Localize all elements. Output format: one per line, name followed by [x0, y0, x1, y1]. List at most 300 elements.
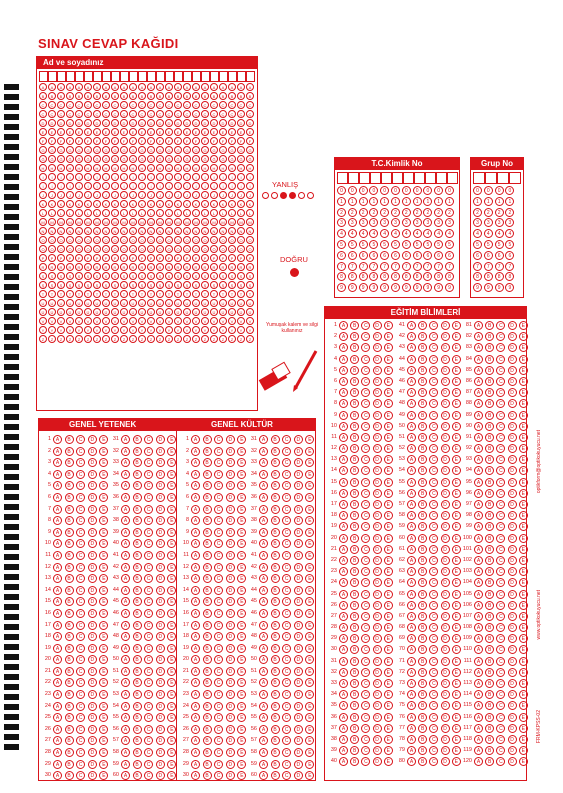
option-bubble[interactable]: D — [156, 563, 165, 572]
option-bubble[interactable]: B — [485, 321, 494, 330]
option-bubble[interactable]: C — [214, 435, 223, 444]
option-bubble[interactable]: E — [237, 551, 246, 560]
answer-bubble[interactable]: K — [66, 200, 74, 208]
answer-bubble[interactable]: N — [192, 227, 200, 235]
option-bubble[interactable]: B — [133, 481, 142, 490]
option-bubble[interactable]: D — [508, 623, 517, 632]
option-bubble[interactable]: E — [167, 736, 176, 745]
option-bubble[interactable]: B — [203, 435, 212, 444]
option-bubble[interactable]: D — [373, 679, 382, 688]
answer-bubble[interactable]: Ö — [147, 245, 155, 253]
option-bubble[interactable]: E — [519, 623, 528, 632]
option-bubble[interactable]: C — [282, 505, 291, 514]
option-bubble[interactable]: C — [144, 609, 153, 618]
option-bubble[interactable]: D — [294, 678, 303, 687]
option-bubble[interactable]: E — [519, 657, 528, 666]
answer-bubble[interactable]: Ğ — [192, 155, 200, 163]
option-bubble[interactable]: B — [350, 332, 359, 341]
answer-bubble[interactable]: V — [84, 317, 92, 325]
option-bubble[interactable]: B — [418, 601, 427, 610]
answer-bubble[interactable]: İ — [75, 182, 83, 190]
option-bubble[interactable]: C — [361, 545, 370, 554]
option-bubble[interactable]: D — [294, 702, 303, 711]
answer-bubble[interactable]: 2 — [337, 208, 346, 217]
option-bubble[interactable]: E — [384, 578, 393, 587]
answer-bubble[interactable]: S — [111, 272, 119, 280]
option-bubble[interactable]: D — [508, 511, 517, 520]
option-bubble[interactable]: C — [496, 567, 505, 576]
answer-bubble[interactable]: 6 — [337, 251, 346, 260]
answer-bubble[interactable]: B — [201, 92, 209, 100]
option-bubble[interactable]: C — [496, 444, 505, 453]
option-bubble[interactable]: B — [485, 601, 494, 610]
answer-bubble[interactable]: I — [120, 173, 128, 181]
answer-bubble[interactable]: Ü — [156, 308, 164, 316]
option-bubble[interactable]: C — [361, 623, 370, 632]
option-bubble[interactable]: D — [441, 388, 450, 397]
option-bubble[interactable]: E — [237, 574, 246, 583]
option-bubble[interactable]: E — [452, 601, 461, 610]
option-bubble[interactable]: C — [429, 321, 438, 330]
option-bubble[interactable]: D — [294, 551, 303, 560]
option-bubble[interactable]: A — [53, 655, 62, 664]
answer-bubble[interactable]: Ö — [102, 245, 110, 253]
answer-bubble[interactable]: Ü — [138, 308, 146, 316]
answer-bubble[interactable]: C — [84, 101, 92, 109]
option-bubble[interactable]: C — [76, 690, 85, 699]
option-bubble[interactable]: E — [167, 713, 176, 722]
option-bubble[interactable]: E — [452, 556, 461, 565]
option-bubble[interactable]: C — [282, 574, 291, 583]
answer-bubble[interactable]: R — [210, 263, 218, 271]
answer-bubble[interactable]: Z — [201, 335, 209, 343]
answer-bubble[interactable]: A — [84, 83, 92, 91]
option-bubble[interactable]: D — [156, 574, 165, 583]
option-bubble[interactable]: D — [373, 623, 382, 632]
answer-bubble[interactable]: S — [147, 272, 155, 280]
answer-bubble[interactable]: T — [138, 290, 146, 298]
option-bubble[interactable]: B — [350, 466, 359, 475]
answer-bubble[interactable]: Ö — [84, 245, 92, 253]
answer-bubble[interactable]: Z — [156, 335, 164, 343]
option-bubble[interactable]: B — [350, 623, 359, 632]
write-box[interactable] — [75, 71, 84, 82]
option-bubble[interactable]: A — [339, 623, 348, 632]
answer-bubble[interactable]: Ç — [84, 110, 92, 118]
option-bubble[interactable]: E — [237, 516, 246, 525]
option-bubble[interactable]: D — [508, 701, 517, 710]
option-bubble[interactable]: E — [167, 667, 176, 676]
option-bubble[interactable]: D — [294, 435, 303, 444]
option-bubble[interactable]: D — [294, 447, 303, 456]
option-bubble[interactable]: C — [496, 679, 505, 688]
answer-bubble[interactable]: K — [138, 200, 146, 208]
answer-bubble[interactable]: G — [183, 146, 191, 154]
option-bubble[interactable]: C — [429, 433, 438, 442]
write-box[interactable] — [425, 172, 436, 184]
answer-bubble[interactable]: 2 — [369, 208, 378, 217]
answer-bubble[interactable]: O — [147, 236, 155, 244]
option-bubble[interactable]: C — [496, 735, 505, 744]
answer-bubble[interactable]: B — [75, 92, 83, 100]
option-bubble[interactable]: B — [350, 746, 359, 755]
answer-bubble[interactable]: B — [84, 92, 92, 100]
answer-bubble[interactable]: 1 — [380, 197, 389, 206]
answer-bubble[interactable]: E — [75, 128, 83, 136]
answer-bubble[interactable]: 1 — [402, 197, 411, 206]
option-bubble[interactable]: E — [452, 668, 461, 677]
answer-bubble[interactable]: B — [246, 92, 254, 100]
answer-bubble[interactable]: S — [138, 272, 146, 280]
option-bubble[interactable]: B — [350, 668, 359, 677]
option-bubble[interactable]: E — [519, 321, 528, 330]
option-bubble[interactable]: B — [203, 760, 212, 769]
option-bubble[interactable]: B — [350, 701, 359, 710]
option-bubble[interactable]: E — [384, 500, 393, 509]
option-bubble[interactable]: B — [485, 735, 494, 744]
option-bubble[interactable]: C — [429, 343, 438, 352]
option-bubble[interactable]: E — [167, 725, 176, 734]
option-bubble[interactable]: B — [418, 567, 427, 576]
option-bubble[interactable]: D — [226, 551, 235, 560]
option-bubble[interactable]: D — [294, 505, 303, 514]
option-bubble[interactable]: B — [133, 690, 142, 699]
option-bubble[interactable]: B — [203, 609, 212, 618]
option-bubble[interactable]: C — [76, 447, 85, 456]
answer-bubble[interactable]: K — [48, 200, 56, 208]
answer-bubble[interactable]: D — [138, 119, 146, 127]
option-bubble[interactable]: C — [361, 411, 370, 420]
answer-bubble[interactable]: 9 — [413, 283, 422, 292]
option-bubble[interactable]: D — [294, 574, 303, 583]
answer-bubble[interactable]: A — [246, 83, 254, 91]
option-bubble[interactable]: E — [237, 667, 246, 676]
option-bubble[interactable]: A — [407, 713, 416, 722]
option-bubble[interactable]: D — [294, 621, 303, 630]
option-bubble[interactable]: E — [167, 771, 176, 780]
answer-bubble[interactable]: 7 — [413, 262, 422, 271]
answer-bubble[interactable]: F — [75, 137, 83, 145]
answer-bubble[interactable]: Ş — [48, 281, 56, 289]
answer-bubble[interactable]: P — [75, 254, 83, 262]
answer-bubble[interactable]: I — [192, 173, 200, 181]
option-bubble[interactable]: C — [429, 422, 438, 431]
option-bubble[interactable]: A — [259, 597, 268, 606]
option-bubble[interactable]: A — [474, 634, 483, 643]
option-bubble[interactable]: D — [226, 470, 235, 479]
option-bubble[interactable]: D — [441, 757, 450, 766]
answer-bubble[interactable]: 9 — [369, 283, 378, 292]
option-bubble[interactable]: B — [203, 736, 212, 745]
option-bubble[interactable]: E — [99, 748, 108, 757]
option-bubble[interactable]: D — [294, 713, 303, 722]
option-bubble[interactable]: B — [485, 701, 494, 710]
answer-bubble[interactable]: O — [174, 236, 182, 244]
option-bubble[interactable]: E — [384, 567, 393, 576]
option-bubble[interactable]: D — [373, 578, 382, 587]
option-bubble[interactable]: E — [167, 528, 176, 537]
option-bubble[interactable]: E — [384, 321, 393, 330]
answer-bubble[interactable]: A — [201, 83, 209, 91]
answer-bubble[interactable]: Ş — [66, 281, 74, 289]
option-bubble[interactable]: E — [305, 435, 314, 444]
option-bubble[interactable]: D — [294, 470, 303, 479]
option-bubble[interactable]: A — [53, 516, 62, 525]
option-bubble[interactable]: B — [485, 746, 494, 755]
option-bubble[interactable]: E — [99, 644, 108, 653]
answer-bubble[interactable]: U — [210, 299, 218, 307]
option-bubble[interactable]: C — [144, 690, 153, 699]
option-bubble[interactable]: A — [339, 612, 348, 621]
answer-bubble[interactable]: P — [201, 254, 209, 262]
answer-bubble[interactable]: 8 — [380, 272, 389, 281]
option-bubble[interactable]: D — [373, 657, 382, 666]
option-bubble[interactable]: D — [226, 505, 235, 514]
option-bubble[interactable]: B — [133, 621, 142, 630]
answer-bubble[interactable]: İ — [138, 182, 146, 190]
answer-bubble[interactable]: T — [39, 290, 47, 298]
option-bubble[interactable]: A — [339, 645, 348, 654]
answer-bubble[interactable]: H — [111, 164, 119, 172]
option-bubble[interactable]: D — [373, 444, 382, 453]
answer-bubble[interactable]: A — [228, 83, 236, 91]
option-bubble[interactable]: E — [384, 623, 393, 632]
answer-bubble[interactable]: P — [192, 254, 200, 262]
option-bubble[interactable]: C — [429, 455, 438, 464]
answer-bubble[interactable]: R — [129, 263, 137, 271]
answer-bubble[interactable]: V — [138, 317, 146, 325]
option-bubble[interactable]: E — [519, 455, 528, 464]
option-bubble[interactable]: A — [474, 377, 483, 386]
option-bubble[interactable]: E — [167, 493, 176, 502]
option-bubble[interactable]: D — [156, 458, 165, 467]
option-bubble[interactable]: A — [53, 713, 62, 722]
option-bubble[interactable]: E — [99, 609, 108, 618]
answer-bubble[interactable]: K — [93, 200, 101, 208]
answer-bubble[interactable]: Ş — [219, 281, 227, 289]
answer-bubble[interactable]: R — [48, 263, 56, 271]
option-bubble[interactable]: C — [76, 678, 85, 687]
answer-bubble[interactable]: 5 — [495, 240, 504, 249]
option-bubble[interactable]: A — [407, 724, 416, 733]
option-bubble[interactable]: A — [191, 632, 200, 641]
answer-bubble[interactable]: İ — [84, 182, 92, 190]
option-bubble[interactable]: A — [407, 399, 416, 408]
option-bubble[interactable]: C — [429, 444, 438, 453]
option-bubble[interactable]: B — [65, 435, 74, 444]
option-bubble[interactable]: C — [496, 701, 505, 710]
option-bubble[interactable]: A — [191, 551, 200, 560]
option-bubble[interactable]: E — [99, 586, 108, 595]
option-bubble[interactable]: A — [191, 678, 200, 687]
option-bubble[interactable]: A — [259, 574, 268, 583]
answer-bubble[interactable]: 7 — [495, 262, 504, 271]
answer-bubble[interactable]: R — [165, 263, 173, 271]
option-bubble[interactable]: D — [226, 621, 235, 630]
option-bubble[interactable]: A — [339, 444, 348, 453]
answer-bubble[interactable]: Y — [120, 326, 128, 334]
answer-bubble[interactable]: V — [147, 317, 155, 325]
option-bubble[interactable]: D — [226, 760, 235, 769]
option-bubble[interactable]: B — [350, 489, 359, 498]
option-bubble[interactable]: C — [144, 725, 153, 734]
option-bubble[interactable]: C — [429, 377, 438, 386]
option-bubble[interactable]: A — [407, 511, 416, 520]
answer-bubble[interactable]: 9 — [434, 283, 443, 292]
answer-bubble[interactable]: P — [228, 254, 236, 262]
option-bubble[interactable]: A — [407, 735, 416, 744]
option-bubble[interactable]: C — [496, 645, 505, 654]
option-bubble[interactable]: A — [474, 355, 483, 364]
option-bubble[interactable]: D — [441, 679, 450, 688]
option-bubble[interactable]: C — [361, 422, 370, 431]
answer-bubble[interactable]: Y — [138, 326, 146, 334]
option-bubble[interactable]: D — [373, 668, 382, 677]
option-bubble[interactable]: B — [418, 377, 427, 386]
answer-bubble[interactable]: Ş — [237, 281, 245, 289]
answer-bubble[interactable]: T — [201, 290, 209, 298]
option-bubble[interactable]: A — [407, 455, 416, 464]
option-bubble[interactable]: C — [361, 534, 370, 543]
answer-bubble[interactable]: O — [246, 236, 254, 244]
option-bubble[interactable]: D — [373, 522, 382, 531]
option-bubble[interactable]: C — [76, 586, 85, 595]
answer-bubble[interactable]: P — [102, 254, 110, 262]
option-bubble[interactable]: E — [519, 645, 528, 654]
answer-bubble[interactable]: N — [201, 227, 209, 235]
option-bubble[interactable]: B — [418, 556, 427, 565]
answer-bubble[interactable]: 5 — [380, 240, 389, 249]
option-bubble[interactable]: B — [271, 528, 280, 537]
option-bubble[interactable]: E — [452, 455, 461, 464]
answer-bubble[interactable]: 4 — [445, 229, 454, 238]
answer-bubble[interactable]: H — [183, 164, 191, 172]
answer-bubble[interactable]: U — [147, 299, 155, 307]
answer-bubble[interactable]: T — [156, 290, 164, 298]
option-bubble[interactable]: E — [519, 399, 528, 408]
option-bubble[interactable]: A — [191, 481, 200, 490]
answer-bubble[interactable]: G — [75, 146, 83, 154]
option-bubble[interactable]: A — [474, 601, 483, 610]
option-bubble[interactable]: A — [259, 609, 268, 618]
answer-bubble[interactable]: L — [102, 209, 110, 217]
answer-bubble[interactable]: E — [228, 128, 236, 136]
option-bubble[interactable]: B — [350, 690, 359, 699]
option-bubble[interactable]: B — [203, 632, 212, 641]
answer-bubble[interactable]: C — [120, 101, 128, 109]
option-bubble[interactable]: B — [271, 551, 280, 560]
answer-bubble[interactable]: U — [165, 299, 173, 307]
answer-bubble[interactable]: 8 — [484, 272, 493, 281]
answer-bubble[interactable]: 4 — [505, 229, 514, 238]
option-bubble[interactable]: C — [282, 655, 291, 664]
option-bubble[interactable]: A — [121, 632, 130, 641]
option-bubble[interactable]: A — [474, 489, 483, 498]
answer-bubble[interactable]: M — [129, 218, 137, 226]
answer-bubble[interactable]: M — [192, 218, 200, 226]
option-bubble[interactable]: D — [508, 545, 517, 554]
answer-bubble[interactable]: I — [228, 173, 236, 181]
option-bubble[interactable]: A — [259, 551, 268, 560]
answer-bubble[interactable]: B — [129, 92, 137, 100]
option-bubble[interactable]: B — [65, 713, 74, 722]
answer-bubble[interactable]: B — [39, 92, 47, 100]
answer-bubble[interactable]: İ — [120, 182, 128, 190]
answer-bubble[interactable]: 4 — [402, 229, 411, 238]
option-bubble[interactable]: B — [65, 528, 74, 537]
option-bubble[interactable]: D — [88, 690, 97, 699]
option-bubble[interactable]: D — [88, 736, 97, 745]
answer-bubble[interactable]: İ — [228, 182, 236, 190]
option-bubble[interactable]: A — [191, 470, 200, 479]
option-bubble[interactable]: C — [361, 713, 370, 722]
option-bubble[interactable]: A — [407, 534, 416, 543]
option-bubble[interactable]: A — [53, 760, 62, 769]
answer-bubble[interactable]: G — [39, 146, 47, 154]
option-bubble[interactable]: E — [167, 632, 176, 641]
answer-bubble[interactable]: R — [84, 263, 92, 271]
answer-bubble[interactable]: Y — [201, 326, 209, 334]
answer-bubble[interactable]: L — [75, 209, 83, 217]
answer-bubble[interactable]: 3 — [359, 218, 368, 227]
option-bubble[interactable]: D — [508, 355, 517, 364]
option-bubble[interactable]: C — [214, 713, 223, 722]
answer-bubble[interactable]: Ç — [219, 110, 227, 118]
option-bubble[interactable]: E — [237, 528, 246, 537]
answer-bubble[interactable]: V — [48, 317, 56, 325]
answer-bubble[interactable]: Ç — [75, 110, 83, 118]
option-bubble[interactable]: A — [407, 623, 416, 632]
answer-bubble[interactable]: H — [210, 164, 218, 172]
option-bubble[interactable]: E — [384, 668, 393, 677]
option-bubble[interactable]: B — [65, 621, 74, 630]
answer-bubble[interactable]: R — [39, 263, 47, 271]
option-bubble[interactable]: B — [133, 644, 142, 653]
group-write-boxes[interactable] — [473, 172, 521, 184]
answer-bubble[interactable]: 3 — [505, 218, 514, 227]
option-bubble[interactable]: A — [407, 433, 416, 442]
option-bubble[interactable]: C — [214, 748, 223, 757]
option-bubble[interactable]: C — [144, 563, 153, 572]
option-bubble[interactable]: B — [133, 748, 142, 757]
option-bubble[interactable]: D — [373, 377, 382, 386]
option-bubble[interactable]: B — [350, 590, 359, 599]
option-bubble[interactable]: B — [203, 539, 212, 548]
option-bubble[interactable]: B — [350, 399, 359, 408]
option-bubble[interactable]: E — [452, 634, 461, 643]
answer-bubble[interactable]: T — [129, 290, 137, 298]
option-bubble[interactable]: C — [429, 679, 438, 688]
option-bubble[interactable]: E — [167, 609, 176, 618]
answer-bubble[interactable]: 7 — [445, 262, 454, 271]
answer-bubble[interactable]: Z — [219, 335, 227, 343]
answer-bubble[interactable]: 2 — [413, 208, 422, 217]
write-box[interactable] — [392, 172, 403, 184]
answer-bubble[interactable]: D — [246, 119, 254, 127]
option-bubble[interactable]: A — [407, 567, 416, 576]
option-bubble[interactable]: D — [441, 321, 450, 330]
option-bubble[interactable]: C — [144, 493, 153, 502]
answer-bubble[interactable]: G — [228, 146, 236, 154]
option-bubble[interactable]: E — [384, 634, 393, 643]
answer-bubble[interactable]: 4 — [495, 229, 504, 238]
option-bubble[interactable]: B — [271, 702, 280, 711]
option-bubble[interactable]: C — [214, 516, 223, 525]
answer-bubble[interactable]: P — [246, 254, 254, 262]
answer-bubble[interactable]: T — [120, 290, 128, 298]
answer-bubble[interactable]: U — [219, 299, 227, 307]
answer-bubble[interactable]: C — [39, 101, 47, 109]
